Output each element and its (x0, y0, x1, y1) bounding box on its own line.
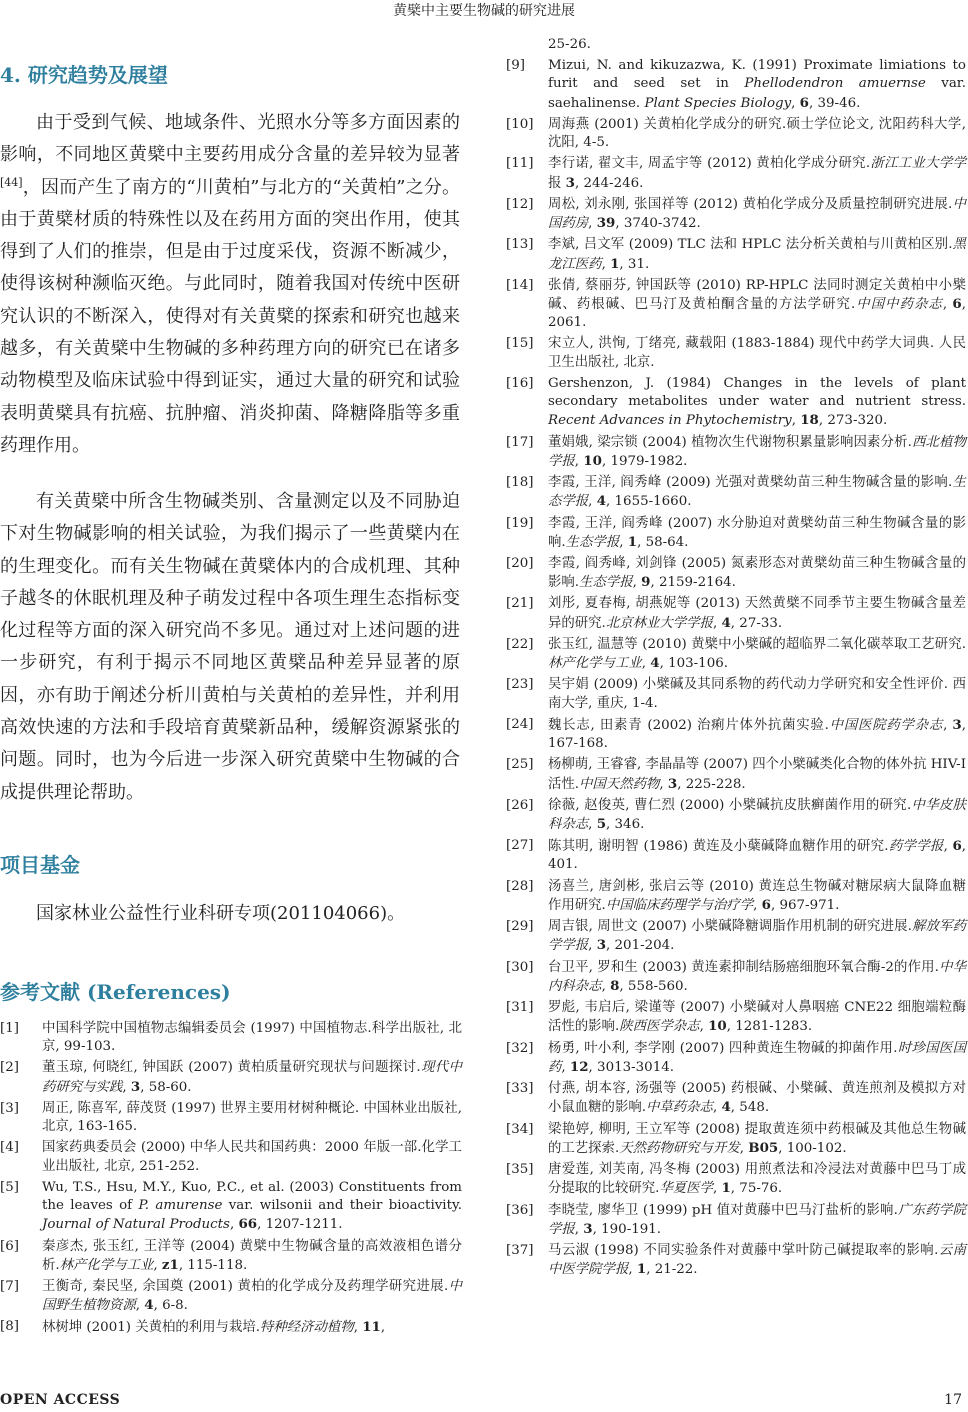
reference-number: [20] (506, 556, 534, 571)
reference-entry: [21] 刘彤, 夏春梅, 胡燕妮等 (2013) 天然黄檗不同季节主要生物碱含量差异的研究.北京林业大学学报, 4, 27-33. (506, 596, 966, 631)
reference-journal: 黑龙江医药 (548, 237, 967, 272)
reference-volume: 18 (800, 412, 819, 429)
reference-text: 杨勇, 叶小利, 李学刚 (2007) 四种黄连生物碱的抑菌作用. (548, 1040, 898, 1056)
reference-entry: [28] 汤喜兰, 唐剑彬, 张启云等 (2010) 黄连总生物碱对糖尿病大鼠降血糖作用研究.中国临床药理学与治疗学, 6, 967-971. (506, 878, 966, 913)
reference-pages: , 548. (730, 1100, 770, 1116)
section-heading-references: 参考文献 (References) (0, 980, 231, 1004)
reference-journal: 中国野生植物资源 (42, 1279, 463, 1314)
left-column (0, 0, 462, 1390)
reference-number: [19] (506, 515, 534, 531)
reference-journal: Plant Species Biology (644, 95, 792, 111)
reference-pages: , 2061. (548, 297, 967, 331)
reference-volume: z1 (161, 1256, 179, 1273)
reference-volume: 4 (650, 655, 660, 672)
reference-number: [27] (506, 838, 534, 854)
reference-text: 李斌, 吕文军 (2009) TLC 法和 HPLC 法分析关黄柏与川黄柏区别. (548, 237, 953, 253)
reference-number: [6] (0, 1238, 19, 1254)
reference-number: [37] (506, 1243, 534, 1259)
reference-text: 罗彪, 韦启后, 梁谨等 (2007) 小檗碱对人鼻咽癌 CNE22 细胞端粒酶活性的影响. (548, 1000, 966, 1035)
reference-pages: , 244-246. (574, 175, 644, 191)
paragraph-trends-2: 有关黄檗中所含生物碱类别、含量测定以及不同胁迫下对生物碱影响的相关试验，为我们揭示了一些黄檗内在的生理变化。而有关生物碱在黄檗体内的合成机理、其种子越冬的休眠机理及种子萌发过程中各项生理生态指标变化过程等方面的深入研究尚不多见。通过对上述问题的进一步研究，有利于揭示不同地区黄檗品种差异显著的原因，亦有助于阐述分析川黄柏与关黄柏的差异性，并利用高效快速的方法和手段培育黄檗新品种，缓解资源紧张的问题。同时，也为今后进一步深入研究黄檗中生物碱的合成提供理论帮助。 (0, 491, 460, 803)
reference-volume: 10 (583, 452, 602, 469)
reference-entry (0, 1020, 462, 1056)
reference-volume: 3 (667, 775, 678, 792)
reference-entry: [22] 张玉红, 温慧等 (2010) 黄檗中小檗碱的超临界二氧化碳萃取工艺研究.林产化学与工业, 4, 103-106. (506, 636, 966, 672)
reference-entry (0, 1139, 462, 1175)
reference-text: 付燕, 胡本容, 汤强等 (2005) 药根碱、小檗碱、黄连煎剂及模拟方对小鼠血糖的影响. (548, 1081, 966, 1116)
reference-entry (506, 676, 966, 712)
citation-44[interactable]: [44] (0, 175, 23, 189)
reference-journal: 生态学报 (565, 534, 620, 550)
reference-text-cont: var. saehalinense. (548, 76, 966, 111)
reference-entry: [29] 周吉银, 周世文 (2007) 小檗碱降糖调脂作用机制的研究进展.解放军药学学报, 3, 201-204. (506, 919, 967, 954)
reference-volume: 6 (761, 896, 771, 913)
reference-pages: , 201-204. (606, 938, 675, 954)
reference-volume: 6 (952, 838, 962, 855)
reference-number: [34] (506, 1121, 534, 1137)
reference-entry-continued: 25-26. (548, 37, 591, 52)
reference-text: 王衡奇, 秦民坚, 余国奠 (2001) 黄柏的化学成分及药理学研究进展. (42, 1279, 449, 1294)
section-heading-trends: 4. 研究趋势及展望 (0, 63, 168, 87)
reference-volume: 1 (721, 1180, 731, 1197)
running-head: 黄檗中主要生物碱的研究进展 (393, 3, 575, 19)
reference-text: 徐薇, 赵俊英, 曹仁烈 (2000) 小檗碱抗皮肤癣菌作用的研究. (548, 797, 912, 813)
reference-entry: [14] 张倩, 蔡丽芬, 钟国跃等 (2010) RP-HPLC 法同时测定关黄柏中小檗碱、药根碱、巴马汀及黄柏酮含量的方法学研究.中国中药杂志, 6, 2061. (506, 277, 967, 331)
reference-entry: [32] 杨勇, 叶小利, 李学刚 (2007) 四种黄连生物碱的抑菌作用.时珍国医国药, 12, 3013-3014. (506, 1040, 967, 1075)
reference-number: [29] (506, 919, 534, 935)
reference-number: [28] (506, 878, 534, 894)
reference-pages: , 3740-3742. (615, 216, 701, 232)
reference-entry: [17] 董娟娥, 梁宗锁 (2004) 植物次生代谢物积累量影响因素分析.西北植物学报, 10, 1979-1982. (506, 434, 967, 469)
reference-number: [9] (506, 58, 525, 74)
reference-number: [33] (506, 1081, 534, 1097)
reference-taxon: P. amurense (138, 1198, 223, 1214)
reference-entry: [16] Gershenzon, J. (1984) Changes in the levels of plant secondary metabolites under water and nutrient stress. Recent Advances in Phytochemistry, 18, 273-320. (506, 375, 966, 429)
reference-volume: 6 (799, 94, 809, 111)
reference-text: 董玉琼, 何晓红, 钟国跃 (2007) 黄柏质量研究现状与问题探讨. (42, 1060, 421, 1076)
reference-text: 梁艳婷, 柳明, 王立军等 (2008) 提取黄连须中药根碱及其他总生物碱的工艺探索. (548, 1121, 966, 1156)
reference-text: 台卫平, 罗和生 (2003) 黄连素抑制结肠癌细胞环氧合酶-2的作用. (548, 959, 939, 975)
reference-pages: , 2159-2164. (650, 575, 736, 591)
reference-pages: , 75-76. (730, 1181, 783, 1197)
reference-entry: [30] 台卫平, 罗和生 (2003) 黄连素抑制结肠癌细胞环氧合酶-2的作用.中华内科杂志, 8, 558-560. (506, 959, 967, 994)
reference-pages: , 3013-3014. (588, 1059, 674, 1075)
reference-pages: , 273-320. (818, 413, 888, 429)
reference-volume: 3 (130, 1078, 141, 1095)
reference-text: 周松, 刘永刚, 张国祥等 (2012) 黄柏化学成分及质量控制研究进展. (548, 196, 953, 212)
reference-journal: 林产化学与工业 (548, 656, 642, 672)
reference-volume: B05 (748, 1139, 779, 1156)
reference-entry: [7] 王衡奇, 秦民坚, 余国奠 (2001) 黄柏的化学成分及药理学研究进展.中国野生植物资源, 4, 6-8. (0, 1279, 463, 1314)
reference-entry: [37] 马云淑 (1998) 不同实验条件对黄藤中掌叶防己碱提取率的影响.云南中医学院学报, 1, 21-22. (506, 1243, 967, 1278)
reference-journal: 特种经济动植物 (259, 1320, 354, 1336)
reference-number: [15] (506, 336, 534, 352)
reference-number: [18] (506, 475, 534, 491)
reference-entry: [24] 魏长志, 田素青 (2002) 治痢片体外抗菌实验.中国医院药学杂志, 3, 167-168. (506, 716, 967, 752)
reference-volume: 10 (708, 1018, 727, 1035)
reference-number: [8] (0, 1319, 19, 1335)
reference-number: [36] (506, 1202, 534, 1218)
reference-entry: [25] 杨柳萌, 王睿睿, 李晶晶等 (2007) 四个小檗碱类化合物的体外抗 HIV-Ⅰ活性.中国天然药物, 3, 225-228. (506, 757, 966, 792)
reference-entry: [35] 唐爱莲, 刘芙南, 冯冬梅 (2003) 用煎煮法和冷浸法对黄藤中巴马丁成分提取的比较研究.华夏医学, 1, 75-76. (506, 1162, 966, 1197)
reference-number: [25] (506, 757, 534, 773)
reference-journal: 浙江工业大学学 (870, 156, 966, 172)
reference-number: [14] (506, 277, 534, 293)
reference-number: [5] (0, 1179, 19, 1195)
reference-pages: , 27-33. (730, 615, 783, 631)
reference-journal: 天然药物研究与开发 (619, 1140, 740, 1156)
reference-number: [24] (506, 716, 534, 732)
reference-entry: [26] 徐薇, 赵俊英, 曹仁烈 (2000) 小檗碱抗皮肤癣菌作用的研究.中华皮肤科杂志, 5, 346. (506, 797, 966, 832)
reference-volume: 5 (596, 816, 607, 832)
reference-journal: 解放军药学学报 (548, 919, 967, 954)
reference-journal: 中草药杂志 (646, 1100, 713, 1116)
reference-entry: [5] Wu, T.S., Hsu, M.Y., Kuo, P.C., et al. (2003) Constituents from the leaves of P. amurense var. wilsonii and their bioactivity. Journal of Natural Products, 66, 1207-1211. (0, 1179, 462, 1233)
reference-volume: 4 (596, 493, 607, 510)
reference-number: [2] (0, 1060, 19, 1076)
reference-entry: [2] 董玉琼, 何晓红, 钟国跃 (2007) 黄柏质量研究现状与问题探讨.现代中药研究与实践, 3, 58-60. (0, 1060, 463, 1095)
reference-journal: 中华内科杂志 (548, 959, 967, 994)
reference-volume: 3 (596, 937, 607, 954)
reference-volume: 6 (952, 296, 962, 312)
reference-number: [13] (506, 237, 534, 253)
reference-journal: 药学学报 (888, 839, 944, 855)
reference-journal: 云南中医学院学报 (548, 1243, 967, 1278)
reference-pages: , 401. (548, 839, 967, 873)
reference-journal: 生态学报 (579, 575, 633, 591)
reference-pages: , 58-64. (637, 534, 689, 550)
reference-entry: [8] 林树坤 (2001) 关黄柏的利用与栽培.特种经济动植物, 11, (0, 1319, 386, 1336)
reference-text: 周吉银, 周世文 (2007) 小檗碱降糖调脂作用机制的研究进展. (548, 919, 912, 935)
reference-journal: 林产化学与工业 (59, 1257, 154, 1273)
reference-volume: 8 (610, 977, 620, 994)
reference-journal: 中国临床药理学与治疗学 (605, 897, 754, 913)
reference-entry: [18] 李霞, 王洋, 阎秀峰 (2009) 光强对黄檗幼苗三种生物碱含量的影响.生态学报, 4, 1655-1660. (506, 475, 966, 510)
reference-journal: 陕西医学杂志 (619, 1019, 700, 1035)
footer-open-access: OPEN ACCESS (0, 1392, 121, 1408)
reference-volume: 4 (721, 1099, 731, 1116)
reference-pages: , 1281-1283. (726, 1019, 813, 1035)
reference-list-left (0, 1020, 462, 1341)
reference-text: Wu, T.S., Hsu, M.Y., Kuo, P.C., et al. (2003) Constituents from the leaves of (42, 1179, 462, 1214)
reference-text: 李霞, 王洋, 阎秀峰 (2007) 水分胁迫对黄檗幼苗三种生物碱含量的影响. (548, 515, 966, 550)
reference-text: Gershenzon, J. (1984) Changes in the levels of plant secondary metabolites under water and nutrient stress. (548, 375, 966, 410)
reference-pages: , 58-60. (140, 1079, 192, 1095)
reference-entry: [36] 李晓莹, 廖华卫 (1999) pH 值对黄藤中巴马汀盐析的影响.广东药学院学报, 3, 190-191. (506, 1202, 966, 1237)
reference-journal: Recent Advances in Phytochemistry (548, 413, 792, 429)
reference-volume: 3 (565, 174, 575, 191)
reference-entry: [9] Mizui, N. and kikuzazwa, K. (1991) Proximate limiations to furit and seed set in Phellodendron amuernse var. saehalinense. Plant Species Biology, 6, 39-46. (506, 58, 966, 111)
reference-text: 陈其明, 谢明智 (1986) 黄连及小蘖碱降血糖作用的研究. (548, 839, 889, 855)
reference-entry (506, 335, 966, 371)
reference-pages: , 39-46. (809, 95, 861, 111)
reference-text: 国家药典委员会 (2000) 中华人民共和国药典：2000 年版一部.化学工业出版社, 北京, 251-252. (42, 1140, 462, 1174)
reference-pages: , 346. (606, 817, 645, 832)
reference-number: [12] (506, 196, 534, 212)
reference-journal: 中国天然药物 (579, 776, 660, 792)
reference-pages: , 1979-1982. (601, 453, 688, 469)
reference-pages: , 558-560. (619, 978, 688, 994)
reference-text: 张倩, 蔡丽芬, 钟国跃等 (2010) RP-HPLC 法同时测定关黄柏中小檗碱、药根碱、巴马汀及黄柏酮含量的方法学研究. (548, 277, 966, 312)
reference-text: 周海燕 (2001) 关黄柏化学成分的研究.硕士学位论文, 沈阳药科大学, 沈阳, 4-5. (548, 116, 966, 151)
reference-volume: 9 (641, 574, 651, 591)
reference-number: [17] (506, 434, 534, 450)
reference-volume: 4 (144, 1297, 154, 1314)
reference-text: Mizui, N. and kikuzazwa, K. (1991) Proximate limiations to furit and seed set in (548, 58, 966, 92)
reference-journal: 中国药房 (548, 196, 966, 232)
reference-pages: , (380, 1320, 386, 1336)
reference-pages: , 31. (619, 256, 650, 272)
reference-number: [35] (506, 1162, 534, 1178)
reference-pages: , 21-22. (646, 1262, 698, 1278)
reference-volume: 66 (238, 1216, 258, 1233)
reference-pages: , 100-102. (778, 1140, 847, 1156)
reference-entry: [13] 李斌, 吕文军 (2009) TLC 法和 HPLC 法分析关黄柏与川黄柏区别.黑龙江医药, 1, 31. (506, 237, 967, 272)
reference-journal: 中国医院药学杂志 (828, 717, 944, 733)
reference-volume: 4 (721, 614, 731, 631)
reference-entry: [31] 罗彪, 韦启后, 梁谨等 (2007) 小檗碱对人鼻咽癌 CNE22 细胞端粒酶活性的影响.陕西医学杂志, 10, 1281-1283. (506, 1000, 966, 1035)
reference-text: 董娟娥, 梁宗锁 (2004) 植物次生代谢物积累量影响因素分析. (548, 434, 912, 450)
paragraph-trends-1-b: ，因而产生了南方的“川黄柏”与北方的“关黄柏”之分。由于黄檗材质的特殊性以及在药用方面的突出作用，使其得到了人们的推崇，但是由于过度采伐，资源不断减少，使得该树种濒临灭绝。与此同时，随着我国对传统中医研究认识的不断深入，使得对有关黄檗的探索和研究也越来越多，有关黄檗中生物碱的多种药理方向的研究已在诸多动物模型及临床试验中得到证实，通过大量的研究和试验表明黄檗具有抗癌、抗肿瘤、消炎抑菌、降糖降脂等多重药理作用。 (0, 176, 460, 456)
reference-number: [16] (506, 375, 534, 391)
reference-entry: [19] 李霞, 王洋, 阎秀峰 (2007) 水分胁迫对黄檗幼苗三种生物碱含量的影响.生态学报, 1, 58-64. (506, 515, 966, 550)
reference-number: [31] (506, 1000, 534, 1016)
reference-pages: , 1655-1660. (606, 494, 692, 510)
reference-number: [10] (506, 116, 534, 132)
reference-pages: , 225-228. (677, 776, 746, 792)
reference-text: 李霞, 王洋, 阎秀峰 (2009) 光强对黄檗幼苗三种生物碱含量的影响. (548, 475, 953, 491)
reference-pages: , 167-168. (548, 717, 967, 752)
reference-journal: 时珍国医国药 (548, 1040, 967, 1075)
reference-taxon: Phellodendron amuernse (744, 76, 926, 92)
reference-text: 李晓莹, 廖华卫 (1999) pH 值对黄藤中巴马汀盐析的影响. (548, 1202, 898, 1218)
reference-text: 杨柳萌, 王睿睿, 李晶晶等 (2007) 四个小檗碱类化合物的体外抗 HIV-Ⅰ活性. (548, 757, 966, 792)
reference-text: 林树坤 (2001) 关黄柏的利用与栽培. (42, 1320, 260, 1336)
right-column (506, 0, 966, 1390)
reference-pages: , 6-8. (153, 1298, 188, 1314)
reference-text: 汤喜兰, 唐剑彬, 张启云等 (2010) 黄连总生物碱对糖尿病大鼠降血糖作用研究. (548, 878, 966, 913)
reference-text: 马云淑 (1998) 不同实验条件对黄藤中掌叶防己碱提取率的影响. (548, 1243, 939, 1259)
reference-text: 李行诺, 翟文丰, 周孟宇等 (2012) 黄柏化学成分研究. (548, 156, 871, 172)
reference-journal: 华夏医学 (659, 1181, 713, 1197)
reference-volume: 1 (636, 1261, 647, 1278)
reference-number: [23] (506, 677, 534, 693)
reference-journal: 西北植物学报 (548, 434, 967, 469)
funding-text: 国家林业公益性行业科研专项(201104066)。 (36, 903, 406, 924)
reference-journal: 中国中药杂志 (855, 297, 943, 312)
reference-number: [26] (506, 797, 534, 813)
reference-entry: [20] 李霞, 阎秀峰, 刘剑锋 (2005) 氮素形态对黄檗幼苗三种生物碱含量的影响.生态学报, 9, 2159-2164. (506, 556, 966, 591)
reference-number: [7] (0, 1279, 19, 1294)
reference-number: [30] (506, 959, 534, 975)
reference-entry (0, 1100, 462, 1136)
reference-journal: 生态学报 (548, 475, 966, 510)
reference-number: [4] (0, 1140, 19, 1156)
reference-entry: [33] 付燕, 胡本容, 汤强等 (2005) 药根碱、小檗碱、黄连煎剂及模拟方对小鼠血糖的影响.中草药杂志, 4, 548. (506, 1081, 966, 1116)
reference-number: [32] (506, 1040, 534, 1056)
reference-entry (506, 155, 966, 192)
reference-entry: [6] 秦彦杰, 张玉红, 王洋等 (2004) 黄檗中生物碱含量的高效液相色谱分析.林产化学与工业, z1, 115-118. (0, 1238, 462, 1273)
reference-text: 魏长志, 田素青 (2002) 治痢片体外抗菌实验. (548, 717, 829, 733)
page-number: 17 (944, 1392, 962, 1408)
reference-journal: Journal of Natural Products (42, 1217, 230, 1233)
reference-volume: 3 (952, 716, 962, 733)
reference-pages: , 115-118. (178, 1257, 248, 1273)
reference-journal-suffix: 报 (548, 175, 566, 191)
reference-text: 李霞, 阎秀峰, 刘剑锋 (2005) 氮素形态对黄檗幼苗三种生物碱含量的影响. (548, 556, 966, 591)
reference-journal: 广东药学院学报 (548, 1202, 966, 1237)
reference-entry (506, 116, 966, 152)
reference-pages: , 190-191. (592, 1221, 662, 1237)
reference-number: [1] (0, 1021, 19, 1036)
reference-entry: [12] 周松, 刘永刚, 张国祥等 (2012) 黄柏化学成分及质量控制研究进展.中国药房, 39, 3740-3742. (506, 196, 966, 232)
reference-text: 刘彤, 夏春梅, 胡燕妮等 (2013) 天然黄檗不同季节主要生物碱含量差异的研究. (548, 596, 966, 631)
reference-text: 吴宇娟 (2009) 小檗碱及其同系物的药代动力学研究和安全性评价. 西南大学, 重庆, 1-4. (548, 677, 966, 711)
reference-journal: 中华皮肤科杂志 (548, 797, 966, 832)
reference-text-cont: var. wilsonii and their bioactivity. (222, 1198, 462, 1214)
reference-text: 唐爱莲, 刘芙南, 冯冬梅 (2003) 用煎煮法和冷浸法对黄藤中巴马丁成分提取的比较研究. (548, 1162, 966, 1197)
reference-text: 宋立人, 洪恂, 丁绪亮, 藏载阳 (1883-1884) 现代中药学大词典. 人民卫生出版社, 北京. (548, 336, 966, 370)
reference-journal: 北京林业大学学报 (605, 615, 713, 631)
reference-number: [22] (506, 636, 534, 652)
reference-number: [21] (506, 596, 534, 612)
reference-volume: 1 (627, 533, 638, 550)
reference-number: [3] (0, 1100, 19, 1116)
reference-entry: [27] 陈其明, 谢明智 (1986) 黄连及小蘖碱降血糖作用的研究.药学学报, 6, 401. (506, 838, 967, 873)
paragraph-trends-1-a: 由于受到气候、地域条件、光照水分等多方面因素的影响，不同地区黄檗中主要药用成分含量的差异较为显著 (0, 112, 460, 166)
reference-text: 秦彦杰, 张玉红, 王洋等 (2004) 黄檗中生物碱含量的高效液相色谱分析. (42, 1238, 462, 1273)
reference-list-right (506, 36, 966, 1283)
reference-number: [11] (506, 156, 534, 172)
reference-pages: , 1207-1211. (257, 1217, 343, 1233)
reference-volume: 39 (596, 215, 616, 232)
reference-volume: 3 (583, 1220, 593, 1237)
reference-text: 张玉红, 温慧等 (2010) 黄檗中小檗碱的超临界二氧化碳萃取工艺研究. (548, 636, 966, 652)
reference-text: 中国科学院中国植物志编辑委员会 (1997) 中国植物志.科学出版社, 北京, 99-103. (42, 1021, 462, 1055)
paragraph-trends-1 (0, 107, 460, 462)
reference-pages: , 103-106. (659, 656, 728, 672)
section-heading-funding: 项目基金 (0, 853, 80, 877)
reference-text: 周正, 陈喜军, 薛茂贤 (1997) 世界主要用材树种概论. 中国林业出版社, 北京, 163-165. (42, 1100, 462, 1135)
reference-journal: 现代中药研究与实践 (42, 1060, 463, 1095)
reference-volume: 1 (610, 255, 620, 272)
reference-volume: 11 (362, 1319, 381, 1336)
reference-entry: [34] 梁艳婷, 柳明, 王立军等 (2008) 提取黄连须中药根碱及其他总生物碱的工艺探索.天然药物研究与开发, B05, 100-102. (506, 1121, 966, 1156)
reference-volume: 12 (569, 1058, 589, 1075)
reference-pages: , 967-971. (770, 897, 840, 913)
